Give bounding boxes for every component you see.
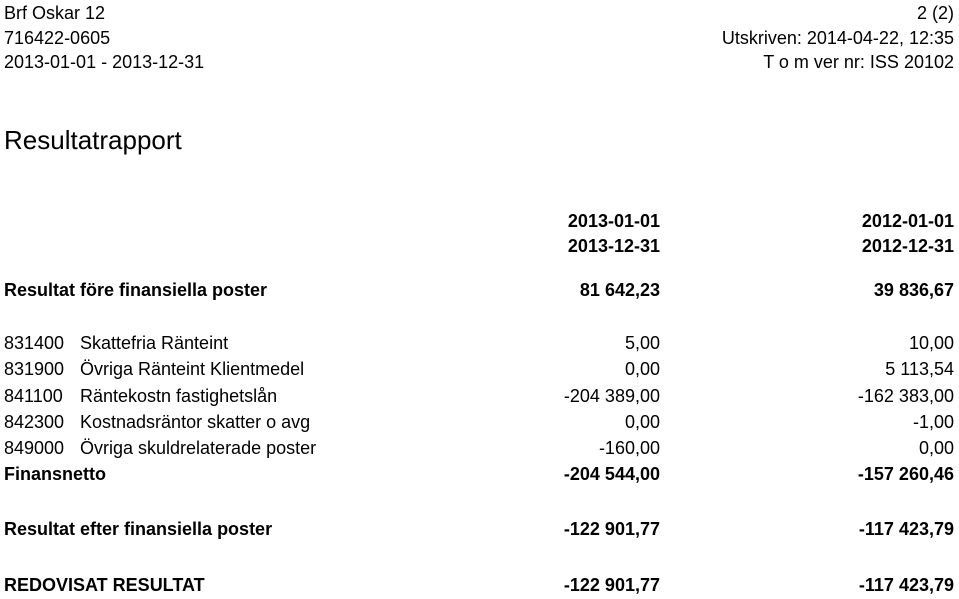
row-label: Finansnetto <box>4 464 106 484</box>
account-name: Övriga Ränteint Klientmedel <box>80 359 305 379</box>
value-previous: -162 383,00 <box>857 386 954 406</box>
value-previous: 5 113,54 <box>885 359 954 379</box>
account-number: 831400 <box>4 333 65 353</box>
org-number: 716422-0605 <box>4 28 111 48</box>
value-current: -204 544,00 <box>563 464 660 484</box>
column-previous-end: 2012-12-31 <box>861 236 954 256</box>
value-current: -122 901,77 <box>563 519 660 539</box>
account-name: Räntekostn fastighetslån <box>80 386 278 406</box>
account-name: Övriga skuldrelaterade poster <box>80 438 317 458</box>
result-after-row <box>0 517 959 541</box>
row-label: Resultat efter finansiella poster <box>4 519 273 539</box>
value-current: -122 901,77 <box>563 575 660 595</box>
company-name: Brf Oskar 12 <box>4 3 106 23</box>
value-current: 81 642,23 <box>579 280 660 300</box>
account-row <box>0 357 959 381</box>
report-period: 2013-01-01 - 2013-12-31 <box>4 52 205 72</box>
value-current: -204 389,00 <box>563 386 660 406</box>
row-label: Resultat före finansiella poster <box>4 280 268 300</box>
account-row <box>0 410 959 434</box>
finansnetto-row <box>0 462 959 486</box>
account-row <box>0 331 959 355</box>
account-number: 842300 <box>4 412 65 432</box>
value-previous: 39 836,67 <box>873 280 954 300</box>
value-previous: -1,00 <box>912 412 954 432</box>
account-row <box>0 436 959 460</box>
page-title: Resultatrapport <box>4 125 182 155</box>
value-current: -160,00 <box>598 438 660 458</box>
value-current: 0,00 <box>624 359 660 379</box>
result-before-row <box>0 278 959 302</box>
printed-date: Utskriven: 2014-04-22, 12:35 <box>721 28 954 48</box>
column-current-start: 2013-01-01 <box>567 211 660 231</box>
value-previous: 0,00 <box>918 438 954 458</box>
account-name: Kostnadsräntor skatter o avg <box>80 412 311 432</box>
value-previous: -117 423,79 <box>858 519 954 539</box>
value-current: 5,00 <box>624 333 660 353</box>
account-row <box>0 384 959 408</box>
account-number: 849000 <box>4 438 65 458</box>
version-number: T o m ver nr: ISS 20102 <box>763 52 954 72</box>
page-number: 2 (2) <box>916 3 954 23</box>
value-current: 0,00 <box>624 412 660 432</box>
account-number: 831900 <box>4 359 65 379</box>
value-previous: 10,00 <box>908 333 954 353</box>
account-number: 841100 <box>4 386 63 406</box>
value-previous: -157 260,46 <box>857 464 954 484</box>
column-current-end: 2013-12-31 <box>567 236 660 256</box>
redovisat-resultat-row <box>0 573 959 597</box>
row-label: REDOVISAT RESULTAT <box>4 575 205 595</box>
account-name: Skattefria Ränteint <box>80 333 229 353</box>
column-previous-start: 2012-01-01 <box>861 211 954 231</box>
value-previous: -117 423,79 <box>858 575 954 595</box>
